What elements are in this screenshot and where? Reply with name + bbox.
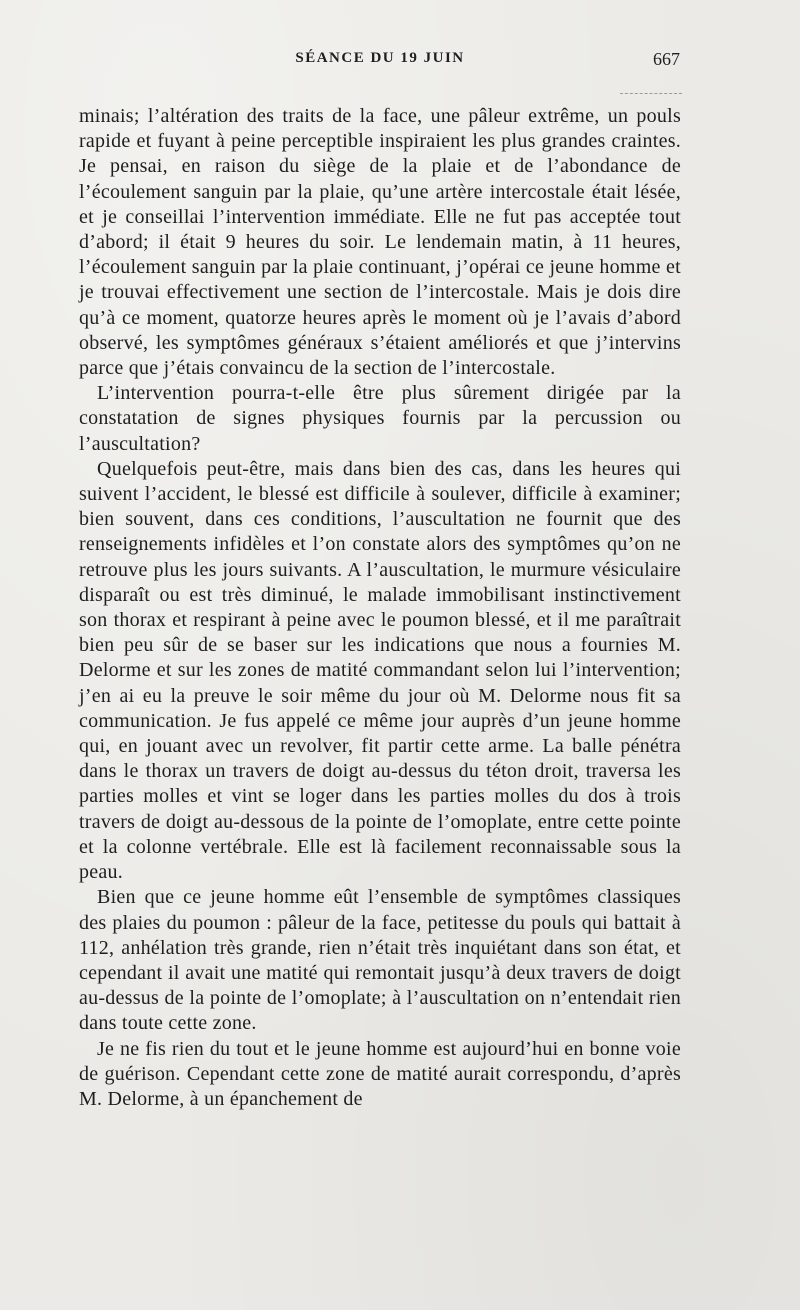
page-header	[80, 50, 680, 74]
paragraph: L’intervention pourra-t-elle être plus sûrement dirigée par la constatation de signes physiques fournis par la percussion ou l’auscultation?	[79, 382, 681, 455]
body-text	[79, 104, 681, 1112]
paragraph: Je ne fis rien du tout et le jeune homme est aujourd’hui en bonne voie de guérison. Cependant cette zone de matité aurait correspondu, d’après M. Delorme, à un épanchement de	[79, 1037, 681, 1110]
running-title: SÉANCE DU 19 JUIN	[295, 50, 465, 66]
paragraph: Quelquefois peut-être, mais dans bien des cas, dans les heures qui suivent l’accident, le blessé est difficile à soulever, difficile à examiner; bien souvent, dans ces conditions, l’auscultation ne fournit que des renseignements infidèles et l’on constate alors des symptômes qu’on ne retrouve plus les jours suivants. A l’auscultation, le murmure vésiculaire disparaît ou est très diminué, le malade immobilisant instinctivement son thorax et respirant à peine avec le poumon blessé, et il me paraîtrait bien peu sûr de se baser sur les indications que nous a fournies M. Delorme et sur les zones de matité commandant selon lui l’intervention; j’en ai eu la preuve le soir même du jour où M. Delorme nous fit sa communication. Je fus appelé ce même jour auprès d’un jeune homme qui, en jouant avec un revolver, fit partir cette arme. La balle pénétra dans le thorax un travers de doigt au-dessus du téton droit, traversa les parties molles et vint se loger dans les parties molles du dos à trois travers de doigt au-dessous de la pointe de l’omoplate, entre cette pointe et la colonne vertébrale. Elle est là facilement reconnaissable sous la peau.	[79, 457, 681, 884]
header-rule	[620, 93, 682, 94]
page-number: 667	[653, 49, 680, 69]
paragraph-continuation: minais; l’altération des traits de la face, une pâleur extrême, un pouls rapide et fuyant à peine perceptible inspiraient les plus grandes craintes. Je pensai, en raison du siège de la plaie et de l’abondance de l’écoulement sanguin par la plaie, qu’une artère intercostale était lésée, et je conseillai l’intervention immédiate. Elle ne fut pas acceptée tout d’abord; il était 9 heures du soir. Le lendemain matin, à 11 heures, l’écoulement sanguin par la plaie continuant, j’opérai ce jeune homme et je trouvai effectivement une section de l’intercostale. Mais je dois dire qu’à ce moment, quatorze heures après le moment où je l’avais d’abord observé, les symptômes généraux s’étaient améliorés et que j’intervins parce que j’étais convaincu de la section de l’intercostale.	[79, 105, 681, 380]
paragraph: Bien que ce jeune homme eût l’ensemble de symptômes classiques des plaies du poumon : pâleur de la face, petitesse du pouls qui battait à 112, anhélation très grande, rien n’était très inquiétant dans son état, et cependant il avait une matité qui remontait jusqu’à deux travers de doigt au-dessus de la pointe de l’omoplate; à l’auscultation on n’entendait rien dans toute cette zone.	[79, 886, 681, 1035]
